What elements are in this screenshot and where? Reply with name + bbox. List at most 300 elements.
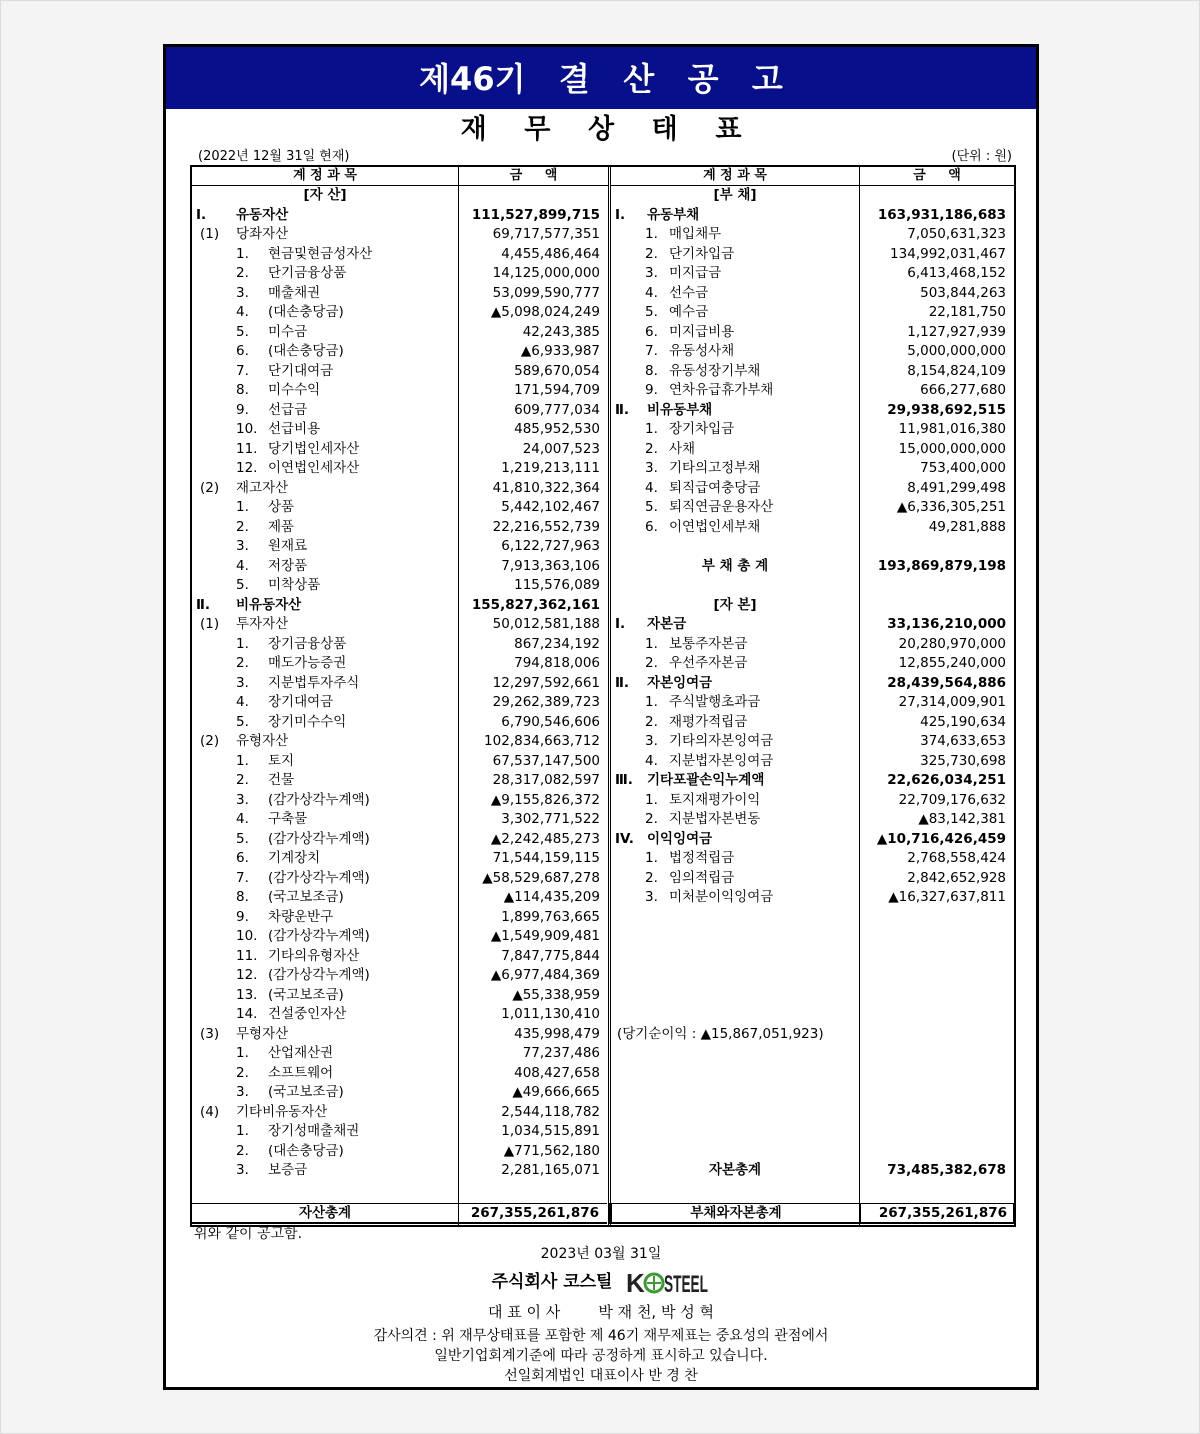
- row-amount: 325,730,698: [920, 752, 1006, 769]
- totals-row: [190, 1203, 1012, 1221]
- table-row: [611, 654, 1014, 674]
- row-label: (감가상각누계액): [268, 928, 370, 944]
- row-marker: (4): [200, 1103, 220, 1120]
- row-label: 사채: [669, 440, 696, 457]
- table-row: [192, 1083, 608, 1103]
- table-row: [611, 284, 1014, 304]
- row-label: 투자자산: [236, 616, 289, 632]
- row-label: 미처분이익잉여금: [669, 889, 774, 905]
- table-row: [611, 518, 1014, 538]
- row-amount: 33,136,210,000: [887, 616, 1006, 632]
- row-label: 이익잉여금: [647, 830, 713, 847]
- row-label: 원재료: [268, 538, 308, 554]
- row-label: 장기미수수익: [268, 713, 347, 730]
- row-amount: 425,190,634: [920, 713, 1006, 730]
- row-marker: 2.: [236, 265, 249, 281]
- row-marker: Ⅱ.: [615, 674, 630, 691]
- row-label: 이연법인세자산: [268, 460, 360, 476]
- row-label: 퇴직급여충당금: [669, 479, 761, 496]
- row-label: 산업재산권: [268, 1045, 334, 1061]
- row-amount: 29,262,389,723: [492, 694, 600, 710]
- row-amount: ▲1,549,909,481: [490, 928, 600, 944]
- row-marker: 1.: [236, 1123, 249, 1139]
- table-row: [611, 440, 1014, 460]
- table-row: [192, 849, 608, 869]
- row-marker: 10.: [236, 421, 258, 437]
- row-marker: 6.: [645, 518, 658, 535]
- assets-section-title: [자 산]: [303, 187, 347, 203]
- row-marker: 2.: [645, 811, 658, 827]
- row-marker: 6.: [236, 850, 249, 866]
- table-row: [611, 479, 1014, 499]
- row-label: 예수금: [669, 304, 709, 320]
- row-label: 건설중인자산: [268, 1006, 347, 1022]
- row-amount: ▲114,435,209: [503, 889, 600, 905]
- row-amount: 374,633,653: [920, 733, 1006, 749]
- net-income-note: (당기순이익 : ▲15,867,051,923): [617, 1025, 824, 1042]
- row-marker: 5.: [236, 577, 249, 593]
- table-row: [192, 791, 608, 811]
- row-amount: 15,000,000,000: [898, 440, 1006, 457]
- row-label: 유동부채: [647, 206, 700, 223]
- row-label: 퇴직연금운용자산: [669, 499, 774, 515]
- table-row: [611, 849, 1014, 869]
- row-marker: Ⅰ.: [615, 616, 626, 632]
- table-row: [192, 1103, 608, 1123]
- table-row: [192, 420, 608, 440]
- row-amount: 14,125,000,000: [492, 265, 600, 281]
- row-marker: 2.: [645, 869, 658, 886]
- row-marker: 2.: [645, 655, 658, 671]
- row-label: (감가상각누계액): [268, 830, 370, 847]
- row-label: 단기대여금: [268, 362, 334, 379]
- row-marker: 2.: [645, 245, 658, 262]
- row-label: 기계장치: [268, 850, 321, 866]
- table-row: [611, 830, 1014, 850]
- table-row: [192, 732, 608, 752]
- table-row: [192, 615, 608, 635]
- row-marker: 3.: [236, 674, 249, 691]
- row-label: (감가상각누계액): [268, 967, 370, 983]
- row-amount: 5,442,102,467: [501, 499, 600, 515]
- row-marker: 2.: [236, 1142, 249, 1159]
- row-label: (국고보조금): [268, 1084, 344, 1100]
- row-amount: 485,952,530: [514, 421, 600, 437]
- table-row: [192, 225, 608, 245]
- row-marker: 4.: [645, 479, 658, 496]
- row-label: 우선주자본금: [669, 655, 748, 671]
- table-row: [192, 771, 608, 791]
- row-marker: (1): [200, 616, 220, 632]
- table-row: [611, 693, 1014, 713]
- row-marker: 8.: [236, 382, 249, 398]
- row-label: 미수수익: [268, 382, 321, 398]
- balance-sheet-table: [190, 165, 1016, 1227]
- row-marker: 2.: [236, 1064, 249, 1081]
- row-marker: 4.: [236, 557, 249, 574]
- row-marker: 6.: [645, 323, 658, 340]
- row-label: 선급비용: [268, 421, 321, 437]
- row-label: 기타의고정부채: [669, 460, 761, 476]
- row-amount: 609,777,034: [514, 401, 600, 418]
- row-label: 기타비유동자산: [236, 1103, 328, 1120]
- row-marker: 9.: [236, 908, 249, 925]
- table-row: [192, 947, 608, 967]
- row-marker: 4.: [236, 811, 249, 827]
- company-line: [166, 1267, 1036, 1297]
- table-row: [192, 810, 608, 830]
- row-amount: 8,154,824,109: [907, 362, 1006, 379]
- row-marker: 1.: [236, 245, 249, 262]
- table-row: [611, 869, 1014, 889]
- row-marker: 7.: [236, 869, 249, 886]
- row-marker: 1.: [236, 1045, 249, 1061]
- row-amount: ▲55,338,959: [512, 986, 600, 1003]
- table-row: [192, 1064, 608, 1084]
- row-amount: ▲6,336,305,251: [896, 499, 1006, 515]
- row-amount: 2,842,652,928: [907, 869, 1006, 886]
- header-amount-right: 금 액: [913, 168, 961, 183]
- row-label: 현금및현금성자산: [268, 245, 373, 262]
- row-marker: (1): [200, 226, 220, 242]
- table-row: [611, 225, 1014, 245]
- row-amount: 155,827,362,161: [471, 596, 600, 613]
- table-row: [192, 440, 608, 460]
- row-amount: 28,439,564,886: [887, 674, 1006, 691]
- row-amount: ▲49,666,665: [512, 1084, 600, 1100]
- row-amount: 5,000,000,000: [907, 343, 1006, 359]
- assets-total-label: 자산총계: [190, 1203, 458, 1224]
- logo-letter-k: K: [626, 1268, 646, 1298]
- table-row: [192, 966, 608, 986]
- header-right: [611, 167, 1014, 186]
- table-row: [192, 576, 608, 596]
- row-amount: 1,127,927,939: [907, 323, 1006, 340]
- row-amount: ▲6,933,987: [520, 343, 600, 359]
- table-row: [611, 791, 1014, 811]
- table-row: [192, 693, 608, 713]
- equity-total-amount: 73,485,382,678: [887, 1162, 1006, 1178]
- row-marker: 8.: [236, 889, 249, 905]
- equity-total-label: 자본총계: [708, 1162, 762, 1178]
- row-label: 비유동자산: [236, 596, 302, 613]
- row-amount: 3,302,771,522: [501, 811, 600, 827]
- liabilities-section-title: [부 채]: [713, 187, 757, 203]
- row-amount: 6,790,546,606: [501, 713, 600, 730]
- row-marker: Ⅰ.: [615, 206, 626, 223]
- row-label: 보증금: [268, 1162, 308, 1178]
- row-label: 재평가적립금: [669, 713, 748, 730]
- row-marker: 11.: [236, 440, 258, 457]
- table-row: [611, 752, 1014, 772]
- table-row: [192, 908, 608, 928]
- table-row: [611, 810, 1014, 830]
- row-label: 미착상품: [268, 577, 321, 593]
- row-marker: Ⅰ.: [196, 206, 207, 223]
- table-row: [192, 1122, 608, 1142]
- table-row: [611, 635, 1014, 655]
- table-row: [192, 1005, 608, 1025]
- row-amount: 171,594,709: [514, 382, 600, 398]
- row-label: 미수금: [268, 323, 308, 340]
- row-marker: 1.: [645, 635, 658, 652]
- row-amount: 77,237,486: [522, 1045, 600, 1061]
- public-notice-document: [163, 44, 1039, 1390]
- header-account-left: 계 정 과 목: [293, 168, 357, 183]
- table-row: [192, 986, 608, 1006]
- table-row: [192, 1142, 608, 1162]
- row-label: 장기금융상품: [268, 635, 347, 652]
- row-marker: Ⅱ.: [196, 596, 211, 613]
- row-label: 지분법투자주식: [268, 674, 360, 691]
- row-amount: 49,281,888: [928, 518, 1006, 535]
- row-amount: ▲771,562,180: [503, 1142, 600, 1159]
- row-label: 단기금융상품: [268, 265, 347, 281]
- table-row: [192, 596, 608, 616]
- table-row: [611, 771, 1014, 791]
- row-marker: 5.: [645, 304, 658, 320]
- table-row: [192, 1025, 608, 1045]
- row-label: (대손충당금): [268, 343, 344, 359]
- row-label: 토지: [268, 752, 295, 769]
- row-marker: 2.: [645, 440, 658, 457]
- row-label: 매도가능증권: [268, 655, 347, 671]
- row-marker: 1.: [645, 694, 658, 710]
- row-marker: 4.: [645, 752, 658, 769]
- row-amount: ▲9,155,826,372: [490, 791, 600, 808]
- row-label: 비유동부채: [647, 401, 713, 418]
- row-marker: 4.: [645, 284, 658, 301]
- row-amount: 22,626,034,251: [887, 772, 1006, 788]
- row-label: 무형자산: [236, 1025, 289, 1042]
- row-label: (국고보조금): [268, 986, 344, 1003]
- notice-text: 위와 같이 공고함.: [194, 1226, 303, 1242]
- unit-note: (단위 : 원): [951, 149, 1012, 164]
- table-row: [611, 420, 1014, 440]
- row-marker: 12.: [236, 460, 258, 476]
- table-row: [192, 654, 608, 674]
- table-row: [192, 635, 608, 655]
- row-marker: 2.: [236, 655, 249, 671]
- row-amount: 6,122,727,963: [501, 538, 600, 554]
- table-row: [192, 381, 608, 401]
- row-label: 기타포괄손익누계액: [647, 772, 765, 788]
- header-account-right: 계 정 과 목: [703, 168, 767, 183]
- row-amount: 53,099,590,777: [492, 284, 600, 301]
- row-label: 장기대여금: [268, 694, 334, 710]
- row-amount: 67,537,147,500: [492, 752, 600, 769]
- row-label: 자본잉여금: [647, 674, 713, 691]
- row-marker: 2.: [236, 518, 249, 535]
- row-label: 법정적립금: [669, 850, 735, 866]
- row-marker: 2.: [236, 772, 249, 788]
- table-row: [192, 303, 608, 323]
- table-row: [611, 888, 1014, 908]
- row-marker: 7.: [645, 343, 658, 359]
- row-marker: 4.: [236, 304, 249, 320]
- equity-section-title: [자 본]: [713, 596, 757, 613]
- row-amount: 28,317,082,597: [492, 772, 600, 788]
- row-amount: 115,576,089: [514, 577, 600, 593]
- row-label: 주식발행초과금: [669, 694, 761, 710]
- table-row: [611, 732, 1014, 752]
- row-marker: 1.: [236, 499, 249, 515]
- row-marker: 4.: [236, 694, 249, 710]
- table-row: [192, 284, 608, 304]
- row-label: 자본금: [647, 616, 687, 632]
- row-amount: 71,544,159,115: [492, 850, 600, 866]
- row-marker: 1.: [645, 850, 658, 866]
- row-amount: 27,314,009,901: [898, 694, 1006, 710]
- row-amount: 111,527,899,715: [471, 206, 600, 223]
- notice-date: 2023년 03월 31일: [540, 1246, 662, 1262]
- row-label: 선급금: [268, 401, 308, 418]
- row-marker: 3.: [236, 1084, 249, 1100]
- row-amount: 11,981,016,380: [898, 421, 1006, 437]
- row-label: 미지급금: [669, 265, 722, 281]
- row-marker: 13.: [236, 986, 258, 1003]
- table-row: [192, 869, 608, 889]
- row-marker: 9.: [645, 382, 658, 398]
- row-marker: 2.: [645, 713, 658, 730]
- row-label: 보통주자본금: [669, 635, 748, 652]
- row-marker: 5.: [236, 830, 249, 847]
- row-marker: 3.: [645, 460, 658, 476]
- row-label: 소프트웨어: [268, 1064, 334, 1081]
- row-label: 건물: [268, 772, 295, 788]
- row-marker: 5.: [236, 323, 249, 340]
- ceo-line: [166, 1301, 1036, 1322]
- row-label: 구축물: [268, 811, 308, 827]
- table-row: [192, 674, 608, 694]
- company-name: 주식회사 코스틸: [491, 1272, 613, 1292]
- row-amount: 435,998,479: [514, 1025, 600, 1042]
- table-row: [611, 401, 1014, 421]
- row-marker: (3): [200, 1025, 220, 1042]
- row-label: 유동성사채: [669, 343, 735, 359]
- row-amount: 69,717,577,351: [492, 226, 600, 242]
- logo-letters-steel: STEEL: [664, 1271, 709, 1298]
- table-row: [611, 498, 1014, 518]
- row-label: 임의적립금: [669, 869, 735, 886]
- row-amount: ▲10,716,426,459: [876, 830, 1006, 847]
- row-amount: 867,234,192: [514, 635, 600, 652]
- row-amount: 408,427,658: [514, 1064, 600, 1081]
- row-label: 매출채권: [268, 284, 321, 301]
- row-amount: 20,280,970,000: [898, 635, 1006, 652]
- row-label: 유형자산: [236, 733, 289, 749]
- row-label: 토지재평가이익: [669, 791, 761, 808]
- liab-equity-total-label: 부채와자본총계: [609, 1203, 860, 1224]
- row-label: 당좌자산: [236, 226, 289, 242]
- statement-title: 재 무 상 태 표: [460, 114, 742, 145]
- row-label: 기타의자본잉여금: [669, 733, 774, 749]
- audit-opinion-line-1: 감사의견 : 위 재무상태표를 포함한 제 46기 재무제표는 중요성의 관점에서: [373, 1328, 829, 1344]
- row-marker: Ⅱ.: [615, 401, 630, 418]
- banner-title: 제46기 결 산 공 고: [166, 47, 1036, 109]
- table-row: [192, 927, 608, 947]
- row-amount: 134,992,031,467: [890, 245, 1006, 262]
- row-marker: 3.: [236, 284, 249, 301]
- row-label: 재고자산: [236, 479, 289, 496]
- row-amount: 2,281,165,071: [501, 1162, 600, 1178]
- row-amount: 7,847,775,844: [501, 947, 600, 964]
- header-amount-left: 금 액: [509, 168, 558, 183]
- row-label: 당기법인세자산: [268, 440, 360, 457]
- table-row: [192, 713, 608, 733]
- row-marker: 3.: [236, 791, 249, 808]
- table-row: [192, 557, 608, 577]
- row-amount: 4,455,486,464: [501, 245, 600, 262]
- table-row: [611, 362, 1014, 382]
- row-amount: 2,544,118,782: [501, 1103, 600, 1120]
- row-amount: 41,810,322,364: [492, 479, 600, 496]
- table-row: [611, 342, 1014, 362]
- row-marker: 10.: [236, 928, 258, 944]
- assets-total-amount: 267,355,261,876: [458, 1203, 607, 1224]
- row-amount: 794,818,006: [514, 655, 600, 671]
- row-label: 미지급비용: [669, 323, 735, 340]
- row-label: 유동자산: [236, 206, 289, 223]
- row-marker: 12.: [236, 967, 258, 983]
- table-row: [192, 459, 608, 479]
- table-row: [611, 615, 1014, 635]
- row-label: 선수금: [669, 284, 709, 301]
- row-label: (대손충당금): [268, 304, 344, 320]
- row-marker: 3.: [236, 538, 249, 554]
- row-label: 지분법자본변동: [669, 811, 761, 827]
- kosteel-logo: [626, 1268, 710, 1296]
- table-row: [192, 537, 608, 557]
- row-label: (대손충당금): [268, 1142, 344, 1159]
- row-amount: 22,709,176,632: [898, 791, 1006, 808]
- row-marker: 1.: [236, 635, 249, 652]
- ceo-title: 대 표 이 사: [488, 1303, 561, 1321]
- row-label: 장기성매출채권: [268, 1123, 360, 1139]
- table-row: [192, 752, 608, 772]
- row-marker: Ⅲ.: [615, 772, 633, 788]
- row-label: 기타의유형자산: [268, 947, 360, 964]
- row-amount: 1,034,515,891: [501, 1123, 600, 1139]
- table-row: [192, 245, 608, 265]
- row-amount: 503,844,263: [920, 284, 1006, 301]
- table-row: [192, 518, 608, 538]
- row-marker: 3.: [645, 889, 658, 905]
- row-marker: 5.: [236, 713, 249, 730]
- row-label: 상품: [268, 499, 295, 515]
- row-amount: ▲5,098,024,249: [490, 304, 600, 320]
- table-row: [192, 206, 608, 226]
- assets-rows: [192, 186, 608, 1181]
- liabilities-equity-column: [611, 167, 1014, 1225]
- as-of-date: (2022년 12월 31일 현재): [198, 149, 350, 164]
- row-label: (감가상각누계액): [268, 869, 370, 886]
- table-row: [192, 498, 608, 518]
- row-label: 차량운반구: [268, 908, 334, 925]
- table-row: [192, 830, 608, 850]
- row-marker: 1.: [645, 226, 658, 242]
- row-marker: 3.: [645, 733, 658, 749]
- row-amount: ▲16,327,637,811: [888, 889, 1006, 905]
- liab-total-amount: 193,869,879,198: [877, 557, 1006, 574]
- table-row: [192, 323, 608, 343]
- assets-column: [192, 167, 611, 1225]
- row-amount: 163,931,186,683: [877, 206, 1006, 223]
- row-label: 장기차입금: [669, 421, 735, 437]
- row-marker: IV.: [615, 830, 634, 847]
- row-marker: 1.: [236, 752, 249, 769]
- row-marker: 11.: [236, 947, 258, 964]
